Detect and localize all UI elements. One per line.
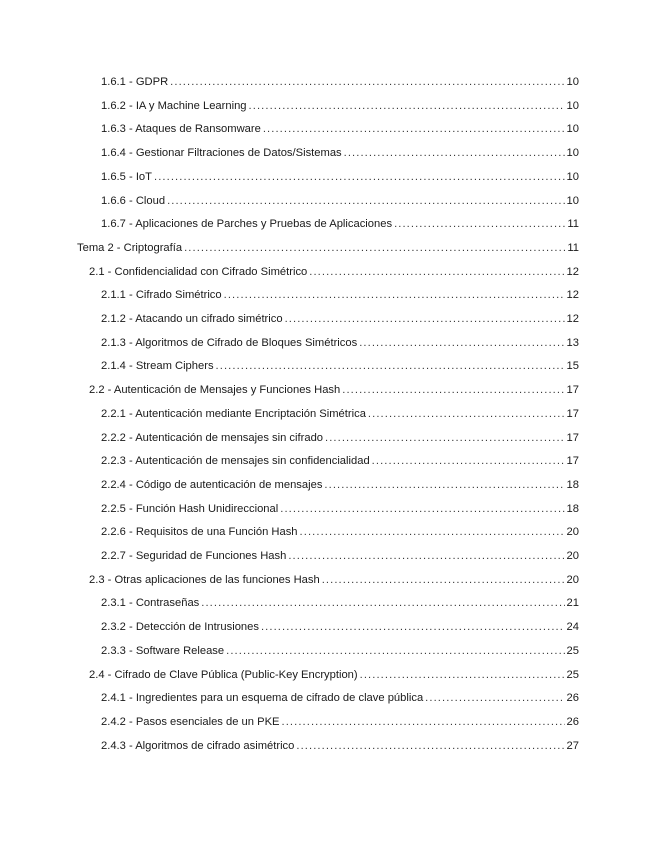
- toc-entry[interactable]: [89, 667, 579, 683]
- toc-dot-leader: [296, 738, 564, 754]
- toc-entry[interactable]: [101, 311, 579, 327]
- toc-entry-page-number: 26: [566, 715, 579, 728]
- toc-entry-title: 1.6.3 - Ataques de Ransomware: [101, 123, 261, 136]
- toc-entry-page-number: 12: [566, 265, 579, 278]
- toc-entry-page-number: 10: [566, 99, 579, 112]
- toc-entry-title: 2.1.2 - Atacando un cifrado simétrico: [101, 313, 283, 325]
- toc-dot-leader: [359, 335, 564, 351]
- toc-entry-title: 2.2.6 - Requisitos de una Función Hash: [101, 526, 298, 539]
- toc-entry[interactable]: [101, 216, 579, 232]
- toc-entry-page-number: 10: [566, 123, 579, 136]
- toc-dot-leader: [216, 358, 565, 374]
- toc-entry-title: 2.1 - Confidencialidad con Cifrado Simétrico: [89, 265, 308, 278]
- toc-dot-leader: [324, 477, 564, 493]
- toc-entry-title: 1.6.6 - Cloud: [101, 194, 166, 207]
- toc-dot-leader: [360, 667, 565, 683]
- toc-entry[interactable]: [101, 98, 579, 114]
- toc-dot-leader: [224, 287, 565, 303]
- toc-dot-leader: [322, 572, 565, 588]
- toc-entry[interactable]: [101, 548, 579, 564]
- toc-entry-page-number: 15: [566, 360, 579, 373]
- toc-entry-title: 2.2.3 - Autenticación de mensajes sin confidencialidad: [101, 455, 370, 468]
- toc-entry-page-number: 17: [566, 407, 579, 420]
- toc-entry[interactable]: [101, 358, 579, 374]
- toc-dot-leader: [309, 264, 564, 280]
- toc-entry[interactable]: [77, 240, 579, 256]
- toc-dot-leader: [300, 524, 565, 540]
- toc-entry[interactable]: [101, 453, 579, 469]
- toc-dot-leader: [154, 169, 565, 185]
- toc-entry[interactable]: [101, 287, 579, 303]
- toc-dot-leader: [249, 98, 565, 114]
- toc-dot-leader: [282, 714, 565, 730]
- toc-dot-leader: [280, 501, 564, 517]
- toc-entry[interactable]: [101, 595, 579, 611]
- toc-entry-page-number: 17: [566, 384, 579, 397]
- toc-entry-title: 2.2 - Autenticación de Mensajes y Funciones Hash: [89, 384, 341, 397]
- toc-entry[interactable]: [101, 477, 579, 493]
- toc-entry-title: 2.4.2 - Pasos esenciales de un PKE: [101, 715, 280, 728]
- toc-entry-page-number: 10: [566, 76, 579, 88]
- toc-entry[interactable]: [101, 169, 579, 185]
- toc-entry[interactable]: [101, 501, 579, 517]
- toc-entry-page-number: 20: [566, 550, 579, 562]
- toc-entry[interactable]: [101, 690, 579, 706]
- toc-entry-page-number: 24: [566, 621, 579, 634]
- toc-dot-leader: [288, 548, 564, 564]
- toc-entry-page-number: 26: [566, 692, 579, 705]
- toc-entry-page-number: 10: [566, 170, 579, 183]
- toc-entry[interactable]: [89, 572, 579, 588]
- toc-entry[interactable]: [101, 121, 579, 137]
- toc-dot-leader: [344, 145, 565, 161]
- toc-dot-leader: [285, 311, 565, 327]
- toc-entry-page-number: 12: [566, 313, 579, 325]
- toc-dot-leader: [201, 595, 564, 611]
- toc-entry-title: 2.4.3 - Algoritmos de cifrado asimétrico: [101, 739, 295, 752]
- toc-dot-leader: [184, 240, 565, 256]
- toc-entry-page-number: 27: [566, 739, 579, 752]
- toc-dot-leader: [325, 430, 565, 446]
- toc-entry-title: 2.3 - Otras aplicaciones de las funciones Hash: [89, 573, 320, 586]
- toc-entry-page-number: 18: [566, 478, 579, 491]
- toc-dot-leader: [342, 382, 564, 398]
- toc-entry[interactable]: [101, 524, 579, 540]
- toc-entry-title: 2.4.1 - Ingredientes para un esquema de cifrado de clave pública: [101, 692, 424, 705]
- toc-entry-title: 1.6.2 - IA y Machine Learning: [101, 99, 247, 112]
- toc-entry[interactable]: [101, 619, 579, 635]
- toc-entry[interactable]: [101, 193, 579, 209]
- toc-entry-page-number: 11: [567, 241, 579, 254]
- toc-entry-page-number: 11: [567, 218, 579, 231]
- toc-dot-leader: [368, 406, 565, 422]
- toc-entry-title: 2.1.1 - Cifrado Simétrico: [101, 289, 222, 302]
- toc-entry[interactable]: [101, 430, 579, 446]
- toc-entry[interactable]: [101, 406, 579, 422]
- toc-entry-title: 2.2.5 - Función Hash Unidireccional: [101, 502, 279, 515]
- toc-entry-title: 2.3.1 - Contraseñas: [101, 597, 200, 610]
- toc-entry-page-number: 17: [566, 431, 579, 444]
- toc-dot-leader: [226, 643, 564, 659]
- toc-entry-title: 2.1.3 - Algoritmos de Cifrado de Bloques Simétricos: [101, 336, 358, 349]
- toc-entry-title: 2.3.3 - Software Release: [101, 644, 225, 657]
- toc-entry[interactable]: [101, 643, 579, 659]
- toc-entry-page-number: 20: [566, 573, 579, 586]
- toc-entry[interactable]: [89, 264, 579, 280]
- toc-dot-leader: [261, 619, 565, 635]
- toc-dot-leader: [263, 121, 565, 137]
- toc-entry-title: 2.2.7 - Seguridad de Funciones Hash: [101, 550, 287, 562]
- toc-dot-leader: [425, 690, 564, 706]
- toc-entry-title: 2.2.2 - Autenticación de mensajes sin cifrado: [101, 431, 324, 444]
- toc-dot-leader: [170, 74, 564, 90]
- toc-entry[interactable]: [101, 74, 579, 90]
- toc-entry-page-number: 17: [566, 455, 579, 468]
- toc-entry[interactable]: [89, 382, 579, 398]
- toc-entry-title: 2.4 - Cifrado de Clave Pública (Public-Key Encryption): [89, 668, 358, 681]
- toc-entry[interactable]: [101, 714, 579, 730]
- toc-dot-leader: [167, 193, 564, 209]
- toc-entry-page-number: 10: [566, 194, 579, 207]
- toc-entry-page-number: 13: [566, 336, 579, 349]
- toc-entry-title: 2.3.2 - Detección de Intrusiones: [101, 621, 259, 634]
- toc-entry-title: 1.6.7 - Aplicaciones de Parches y Pruebas de Aplicaciones: [101, 218, 393, 231]
- toc-entry-title: 1.6.5 - IoT: [101, 170, 152, 183]
- toc-entry-title: 2.2.1 - Autenticación mediante Encriptación Simétrica: [101, 407, 366, 420]
- toc-entry-page-number: 25: [566, 668, 579, 681]
- toc-entry-page-number: 21: [566, 597, 579, 610]
- toc-entry-title: 2.1.4 - Stream Ciphers: [101, 360, 214, 373]
- toc-entry-page-number: 10: [566, 147, 579, 160]
- toc-dot-leader: [372, 453, 565, 469]
- toc-entry-page-number: 12: [566, 289, 579, 302]
- toc-entry-page-number: 18: [566, 502, 579, 515]
- toc-entry[interactable]: [101, 738, 579, 754]
- toc-entry[interactable]: [101, 145, 579, 161]
- toc-entry-title: Tema 2 - Criptografía: [77, 241, 183, 254]
- toc-entry-title: 1.6.1 - GDPR: [101, 76, 169, 88]
- toc-entry-page-number: 20: [566, 526, 579, 539]
- toc-entry-title: 2.2.4 - Código de autenticación de mensajes: [101, 478, 323, 491]
- toc-dot-leader: [394, 216, 565, 232]
- toc-entry-page-number: 25: [566, 644, 579, 657]
- toc-entry[interactable]: [101, 335, 579, 351]
- toc-entry-title: 1.6.4 - Gestionar Filtraciones de Datos/Sistemas: [101, 147, 342, 160]
